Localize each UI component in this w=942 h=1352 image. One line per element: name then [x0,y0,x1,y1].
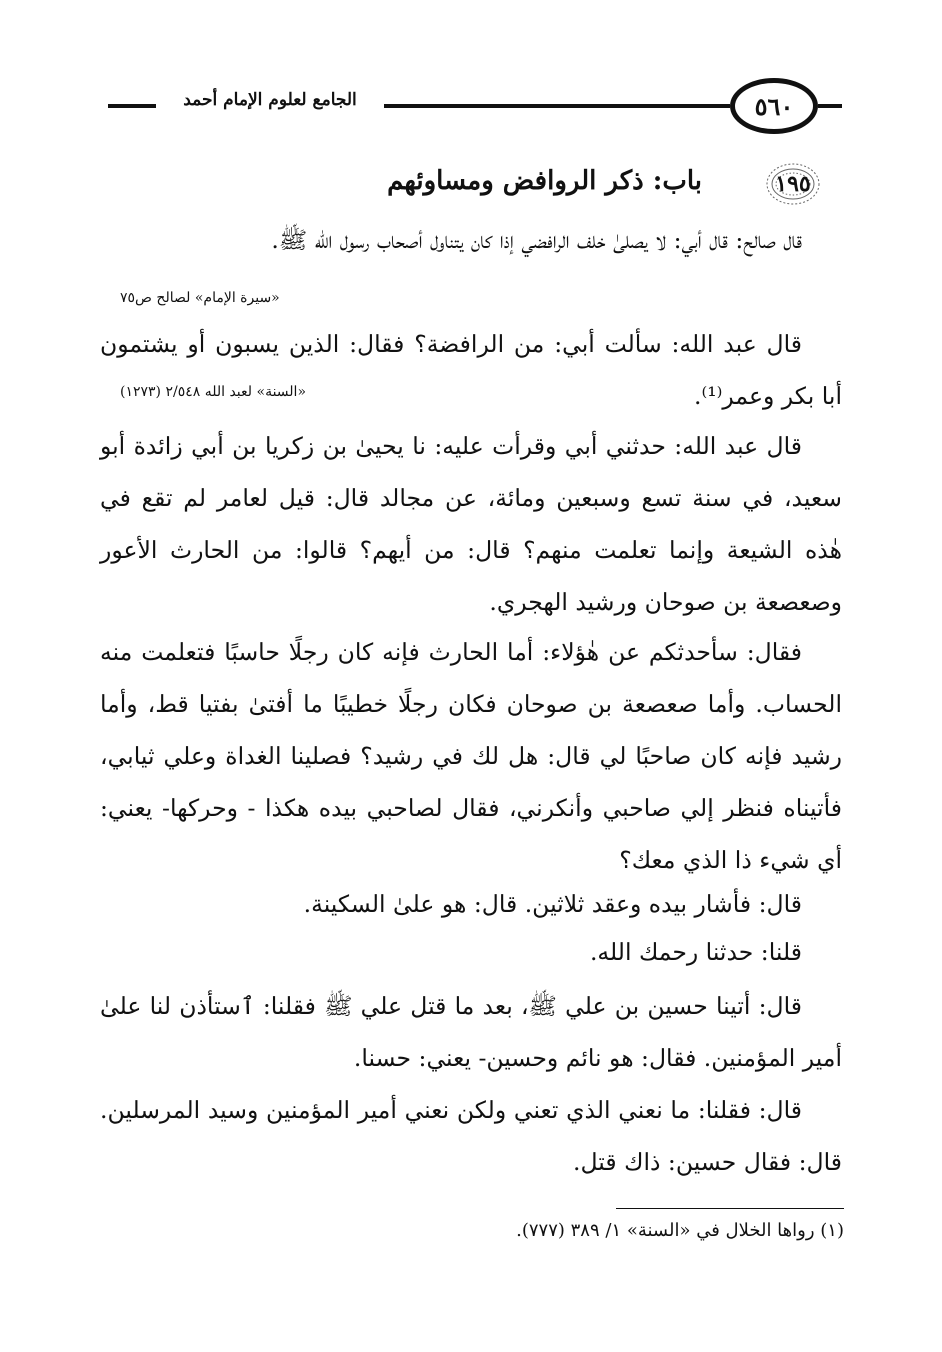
paragraph-text: قال: فقلنا: ما نعني الذي تعني ولكن نعني أمير المؤمنين وسيد المرسلين. قال: فقال حسين: ذاك قتل. [100,1096,842,1176]
footnote: (١) رواها الخلال في «السنة» ١/ ٣٨٩ (٧٧٧). [516,1220,844,1241]
paragraph-text: قلنا: حدثنا رحمك الله. [589,938,802,966]
body-paragraph-4 [100,626,842,886]
page-header [108,78,838,138]
paragraph-text: قال: فأشار بيده وعقد ثلاثين. قال: هو علىٰ السكينة. [303,890,802,918]
paragraph-text: قال عبد الله: سألت أبي: من الرافضة؟ فقال: الذين يسبون أو يشتمون أبا بكر وعمر⁽¹⁾. [100,330,842,410]
body-paragraph-1 [100,214,842,266]
chapter-title: باب: ذكر الروافض ومساوئهم [387,166,702,196]
body-paragraph-2 [100,318,842,422]
footnote-rule [616,1208,844,1209]
chapter-number: ١٩٥ [775,171,811,197]
chapter-heading [100,160,822,210]
header-rule-middle [384,104,730,108]
body-paragraph-7 [100,980,842,1084]
source-reference: «سيرة الإمام» لصالح ص٧٥ [120,290,280,306]
chapter-number-ornament [764,160,822,208]
header-rule-right [818,104,842,108]
paragraph-text: قال عبد الله: حدثني أبي وقرأت عليه: نا يحيىٰ بن زكريا بن أبي زائدة أبو سعيد، في سنة تسع وسبعين ومائة، عن مجالد قال: قيل لعامر لم تقع في هٰذه الشيعة وإنما تعلمت منهم؟ قال: من أيهم؟ قالوا: من الحارث الأعور وصعصعة بن صوحان ورشيد الهجري. [100,432,842,616]
paragraph-text: قال: أتينا حسين بن علي ﷺ، بعد ما قتل علي ﷺ فقلنا: ٱستأذن لنا علىٰ أمير المؤمنين. فقال: هو نائم وحسين- يعني: حسنا. [100,992,842,1072]
paragraph-text: قال صالح: قال أبي: لا يصلىٰ خلف الرافضي إذا كان يتناول أصحاب رسول الله ﷺ. [271,226,802,254]
running-title: الجامع لعلوم الإمام أحمد [183,90,357,110]
body-paragraph-8 [100,1084,842,1188]
body-paragraph-6 [100,926,842,978]
source-reference: «السنة» لعبد الله ٢/٥٤٨ (١٢٧٣) [120,384,307,400]
page-number: ٥٦٠ [730,78,818,134]
body-paragraph-3 [100,420,842,628]
body-paragraph-5 [100,878,842,930]
paragraph-text: فقال: سأحدثكم عن هٰؤلاء: أما الحارث فإنه كان رجلًا حاسبًا فتعلمت منه الحساب. وأما صعصعة بن صوحان فكان رجلًا خطيبًا ما أفتىٰ بفتيا قط، وأما رشيد فإنه كان صاحبًا لي قال: هل لك في رشيد؟ فصلينا الغداة وعلي ثيابي، فأتيناه فنظر إلي صاحبي وأنكرني، فقال لصاحبي بيده هكذا - وحركها- يعني: أي شيء ذا الذي معك؟ [100,638,842,874]
header-rule-left [108,104,156,108]
